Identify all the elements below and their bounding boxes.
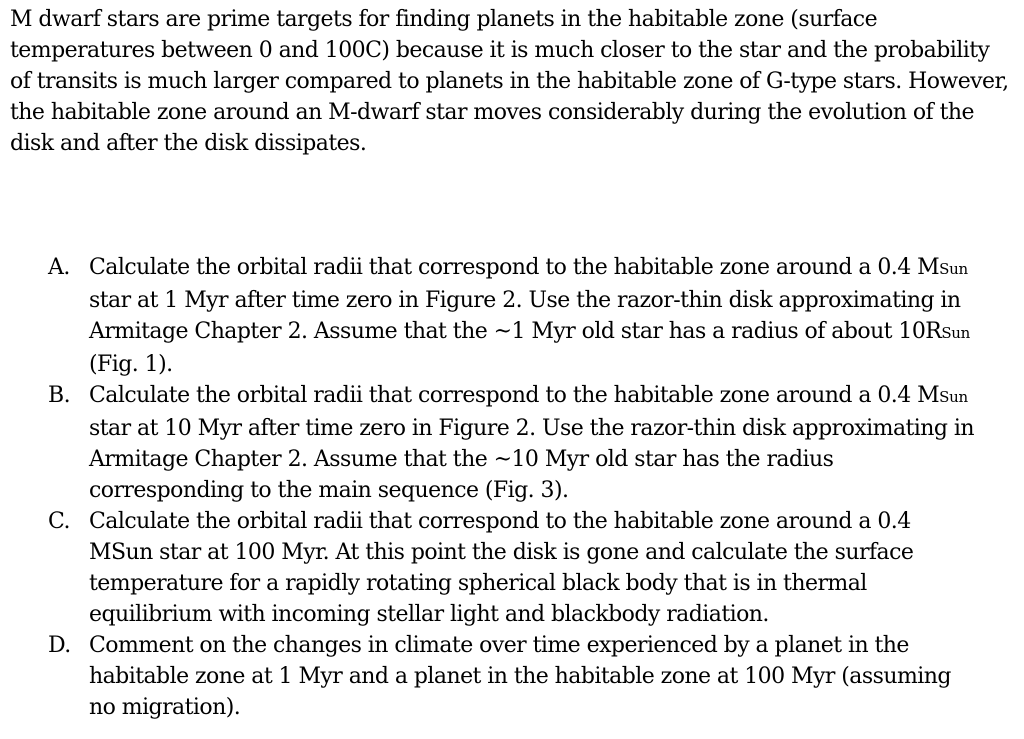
subscript-sun: Sun bbox=[939, 260, 968, 278]
question-text: Calculate the orbital radii that correspond to the habitable zone around a 0.4 M bbox=[89, 383, 940, 408]
question-a bbox=[48, 252, 978, 380]
question-text: star at 10 Myr after time zero in Figure 2. Use the razor-thin disk approximating in Armitage Chapter 2. Assume that the ~10 Myr old star has the radius corresponding to the main sequence (Fig. 3). bbox=[89, 416, 974, 503]
intro-paragraph: M dwarf stars are prime targets for finding planets in the habitable zone (surface temperatures between 0 and 100C) because it is much closer to the star and the probability of transits is much larger compared to planets in the habitable zone of G-type stars. However, the habitable zone around an M-dwarf star moves considerably during the evolution of the disk and after the disk dissipates. bbox=[10, 7, 1009, 156]
question-text: star at 1 Myr after time zero in Figure 2. Use the razor-thin disk approximating in Armitage Chapter 2. Assume that the ~1 Myr old star has a radius of about 10R bbox=[89, 288, 961, 344]
subscript-sun: Sun bbox=[939, 388, 968, 406]
question-letter: B. bbox=[48, 383, 71, 408]
question-d bbox=[48, 630, 978, 723]
question-text: Calculate the orbital radii that correspond to the habitable zone around a 0.4 MSun star at 100 Myr. At this point the disk is gone and calculate the surface temperature for a rapidly rotating spherical black body that is in thermal equilibrium with incoming stellar light and blackbody radiation. bbox=[89, 509, 914, 627]
question-text: Calculate the orbital radii that correspond to the habitable zone around a 0.4 M bbox=[89, 255, 940, 280]
question-text: Comment on the changes in climate over time experienced by a planet in the habitable zone at 1 Myr and a planet in the habitable zone at 100 Myr (assuming no migration). bbox=[89, 633, 951, 720]
question-letter: A. bbox=[48, 255, 70, 280]
question-c bbox=[48, 506, 978, 630]
question-list bbox=[48, 252, 978, 723]
document-body bbox=[10, 4, 1014, 720]
subscript-sun: Sun bbox=[941, 324, 971, 342]
question-text: (Fig. 1). bbox=[89, 352, 173, 377]
question-letter: D. bbox=[48, 633, 71, 658]
question-b bbox=[48, 380, 978, 506]
question-letter: C. bbox=[48, 509, 70, 534]
